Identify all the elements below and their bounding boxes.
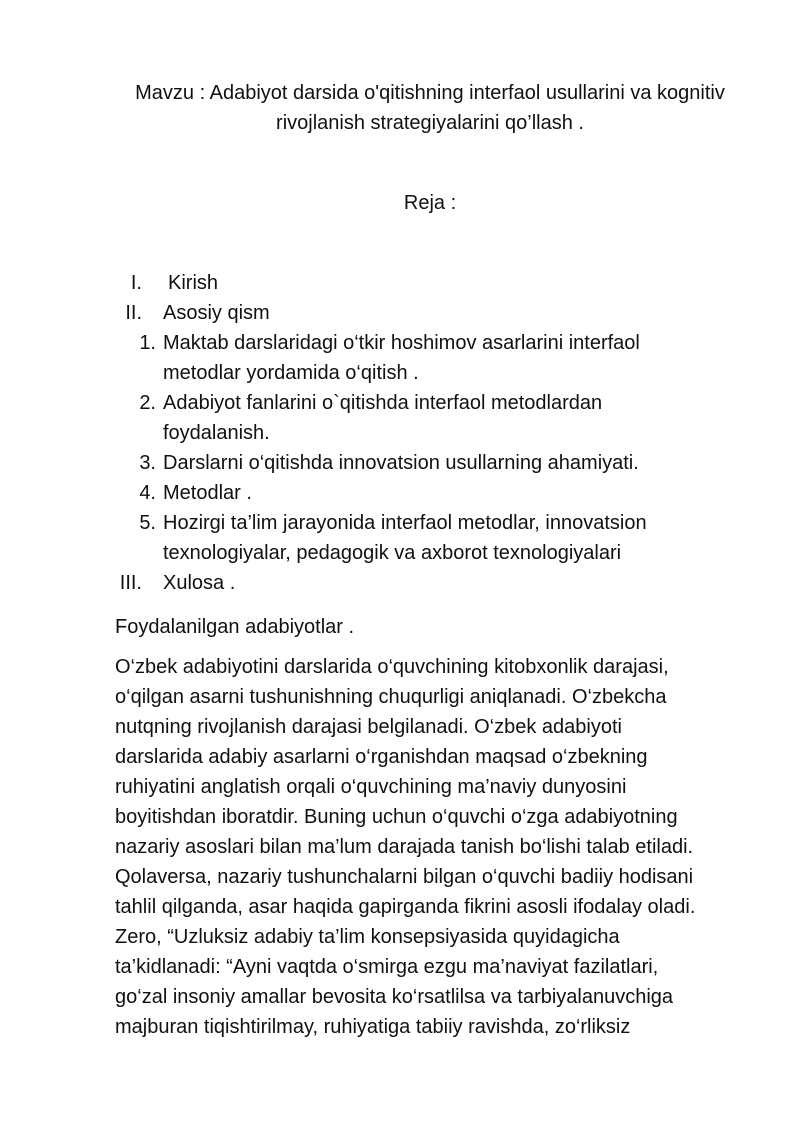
paragraph-line: O‘zbek adabiyotini darslarida o‘quvchining kitobxonlik darajasi,: [115, 656, 669, 678]
outline-section: [0, 268, 800, 298]
paragraph-line: boyitishdan iboratdir. Buning uchun o‘quvchi o‘zga adabiyotning: [115, 806, 678, 828]
paragraph-line: o‘qilgan asarni tushunishning chuqurligi aniqlanadi. O‘zbekcha: [115, 686, 667, 708]
outline-item-continuation: [0, 538, 800, 568]
outline-item-continuation: [0, 418, 800, 448]
body-paragraph: [115, 652, 755, 1042]
paragraph-line: nazariy asoslari bilan ma’lum darajada tanish bo‘lishi talab etiladi.: [115, 836, 694, 858]
outline-item-text: Adabiyot fanlarini o`qitishda interfaol metodlardan: [163, 392, 603, 414]
plan-heading: Reja :: [403, 192, 457, 214]
item-number: 3.: [139, 452, 156, 474]
paragraph-line: go‘zal insoniy amallar bevosita ko‘rsatlilsa va tarbiyalanuvchiga: [115, 986, 674, 1008]
paragraph-line: darslarida adabiy asarlarni o‘rganishdan maqsad o‘zbekning: [115, 746, 648, 768]
outline-item-text: Maktab darslaridagi o‘tkir hoshimov asarlarini interfaol: [163, 332, 640, 354]
outline-item: [0, 388, 800, 418]
outline-section-text: Asosiy qism: [163, 302, 270, 324]
item-number: 2.: [139, 392, 156, 414]
plan-outline: [0, 268, 800, 598]
outline-item-text: metodlar yordamida o‘qitish .: [163, 362, 419, 384]
outline-section: [0, 298, 800, 328]
title-line: rivojlanish strategiyalarini qo’llash .: [276, 112, 584, 134]
paragraph-line: ta’kidlanadi: “Ayni vaqtda o‘smirga ezgu ma’naviyat fazilatlari,: [115, 956, 659, 978]
item-number: 5.: [139, 512, 156, 534]
item-number: 1.: [139, 332, 156, 354]
paragraph-line: tahlil qilganda, asar haqida gapirganda fikrini asosli ifodalay oladi.: [115, 896, 696, 918]
roman-numeral: II.: [125, 302, 142, 324]
outline-item: [0, 478, 800, 508]
paragraph-line: Qolaversa, nazariy tushunchalarni bilgan o‘quvchi badiiy hodisani: [115, 866, 694, 888]
outline-item: [0, 448, 800, 478]
document-title: [100, 78, 760, 138]
roman-numeral: III.: [119, 572, 142, 594]
outline-item-text: Metodlar .: [163, 482, 252, 504]
outline-item-text: Darslarni o‘qitishda innovatsion usullarning ahamiyati.: [163, 452, 639, 474]
title-line: Mavzu : Adabiyot darsida o'qitishning interfaol usullarini va kognitiv: [135, 82, 725, 104]
paragraph-line: ruhiyatini anglatish orqali o‘quvchining ma’naviy dunyosini: [115, 776, 627, 798]
outline-item-text: foydalanish.: [163, 422, 270, 444]
outline-item-continuation: [0, 358, 800, 388]
outline-section-text: Kirish: [168, 272, 219, 294]
outline-section-text: Xulosa .: [163, 572, 236, 594]
references-heading: Foydalanilgan adabiyotlar .: [115, 616, 355, 638]
paragraph-line: nutqning rivojlanish darajasi belgilanadi. O‘zbek adabiyoti: [115, 716, 622, 738]
outline-item: [0, 328, 800, 358]
paragraph-line: majburan tiqishtirilmay, ruhiyatiga tabiiy ravishda, zo‘rliksiz: [115, 1016, 631, 1038]
roman-numeral: I.: [130, 272, 142, 294]
item-number: 4.: [139, 482, 156, 504]
outline-item: [0, 508, 800, 538]
outline-item-text: Hozirgi ta’lim jarayonida interfaol metodlar, innovatsion: [163, 512, 647, 534]
outline-item-text: texnologiyalar, pedagogik va axborot texnologiyalari: [163, 542, 622, 564]
paragraph-line: Zero, “Uzluksiz adabiy ta’lim konsepsiyasida quyidagicha: [115, 926, 620, 948]
outline-section: [0, 568, 800, 598]
